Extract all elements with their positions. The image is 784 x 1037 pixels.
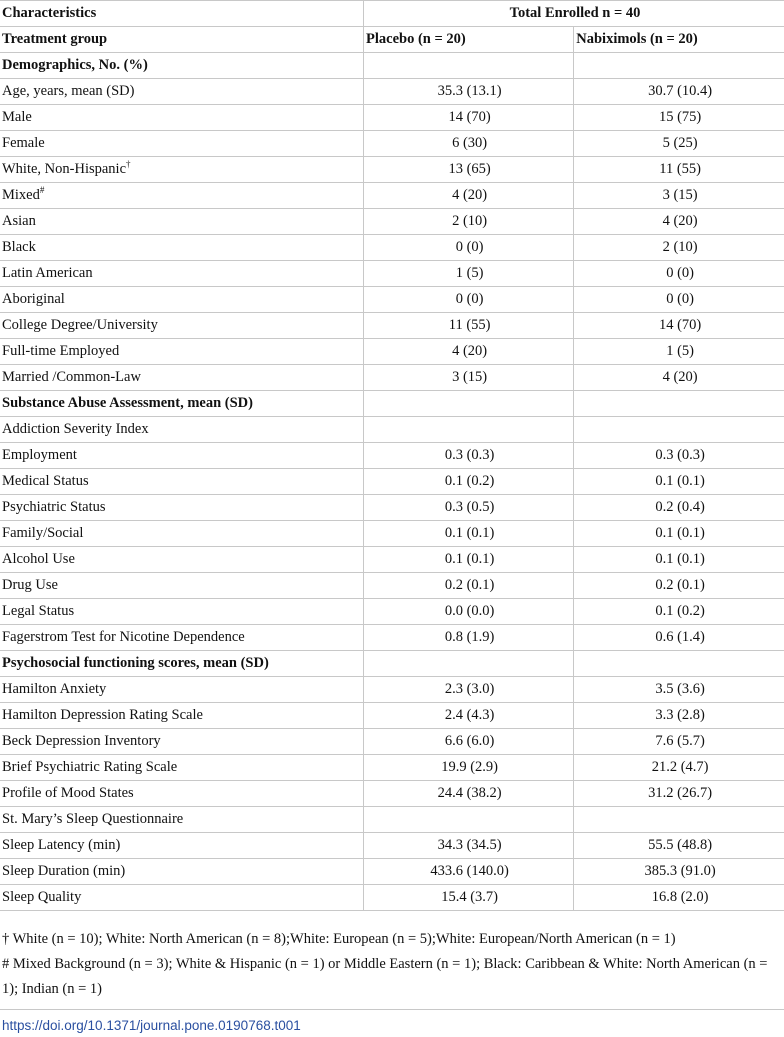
nabiximols-value: 21.2 (4.7) bbox=[574, 755, 784, 781]
placebo-value bbox=[364, 807, 574, 833]
row-label: Hamilton Anxiety bbox=[2, 681, 107, 697]
table-row bbox=[0, 105, 784, 131]
row-label-cell bbox=[0, 339, 364, 365]
row-label: Mixed bbox=[2, 187, 40, 203]
table-footnotes bbox=[0, 911, 784, 1010]
row-label: Medical Status bbox=[2, 473, 89, 489]
row-label-cell bbox=[0, 573, 364, 599]
placebo-value: 35.3 (13.1) bbox=[364, 79, 574, 105]
row-label-cell bbox=[0, 755, 364, 781]
row-label: Psychiatric Status bbox=[2, 499, 106, 515]
nabiximols-value: 385.3 (91.0) bbox=[574, 859, 784, 885]
nabiximols-value: 0.6 (1.4) bbox=[574, 625, 784, 651]
placebo-value: 0.2 (0.1) bbox=[364, 573, 574, 599]
table-row bbox=[0, 807, 784, 833]
nabiximols-value: 11 (55) bbox=[574, 157, 784, 183]
row-label: Male bbox=[2, 109, 32, 125]
table-row bbox=[0, 209, 784, 235]
row-label-cell bbox=[0, 729, 364, 755]
placebo-value: 0.1 (0.1) bbox=[364, 521, 574, 547]
treatment-group-header: Treatment group bbox=[0, 27, 364, 53]
placebo-value: 0.1 (0.1) bbox=[364, 547, 574, 573]
row-label-cell bbox=[0, 157, 364, 183]
placebo-value: 34.3 (34.5) bbox=[364, 833, 574, 859]
row-label-cell bbox=[0, 625, 364, 651]
row-label-cell bbox=[0, 79, 364, 105]
row-label-cell bbox=[0, 313, 364, 339]
placebo-value: 0 (0) bbox=[364, 287, 574, 313]
row-label-cell bbox=[0, 261, 364, 287]
row-label: Female bbox=[2, 135, 45, 151]
row-label-cell bbox=[0, 105, 364, 131]
empty-cell bbox=[574, 651, 784, 677]
table-row bbox=[0, 677, 784, 703]
section-title: Psychosocial functioning scores, mean (SD) bbox=[0, 651, 364, 677]
row-label-cell bbox=[0, 781, 364, 807]
nabiximols-value: 0 (0) bbox=[574, 261, 784, 287]
row-label: Alcohol Use bbox=[2, 551, 75, 567]
table-row bbox=[0, 547, 784, 573]
empty-cell bbox=[364, 391, 574, 417]
nabiximols-value: 4 (20) bbox=[574, 365, 784, 391]
row-label: Family/Social bbox=[2, 525, 84, 541]
characteristics-header: Characteristics bbox=[0, 1, 364, 27]
table-row bbox=[0, 625, 784, 651]
row-label: Full-time Employed bbox=[2, 343, 120, 359]
row-label: Addiction Severity Index bbox=[2, 421, 149, 437]
nabiximols-value: 0.1 (0.1) bbox=[574, 547, 784, 573]
table-row bbox=[0, 781, 784, 807]
row-label: Black bbox=[2, 239, 36, 255]
empty-cell bbox=[574, 391, 784, 417]
row-label-cell bbox=[0, 469, 364, 495]
nabiximols-value bbox=[574, 807, 784, 833]
placebo-value: 0.3 (0.5) bbox=[364, 495, 574, 521]
empty-cell bbox=[364, 651, 574, 677]
table-row bbox=[0, 79, 784, 105]
row-label-cell bbox=[0, 443, 364, 469]
header-row-characteristics bbox=[0, 1, 784, 27]
row-label-cell bbox=[0, 547, 364, 573]
placebo-value: 0.0 (0.0) bbox=[364, 599, 574, 625]
table-row bbox=[0, 469, 784, 495]
placebo-value: 6.6 (6.0) bbox=[364, 729, 574, 755]
footnote-dagger: † White (n = 10); White: North American (n = 8);White: European (n = 5);White: European/North American (n = 1) bbox=[2, 931, 676, 947]
nabiximols-value: 0 (0) bbox=[574, 287, 784, 313]
nabiximols-value: 0.2 (0.1) bbox=[574, 573, 784, 599]
placebo-value: 24.4 (38.2) bbox=[364, 781, 574, 807]
nabiximols-value: 3 (15) bbox=[574, 183, 784, 209]
row-label: Sleep Latency (min) bbox=[2, 837, 121, 853]
footnote-marker: # bbox=[39, 185, 45, 195]
placebo-value: 0.3 (0.3) bbox=[364, 443, 574, 469]
row-label-cell bbox=[0, 209, 364, 235]
section-title: Demographics, No. (%) bbox=[0, 53, 364, 79]
table-row bbox=[0, 573, 784, 599]
section-row bbox=[0, 53, 784, 79]
nabiximols-value: 0.1 (0.1) bbox=[574, 469, 784, 495]
placebo-value: 2 (10) bbox=[364, 209, 574, 235]
placebo-value: 2.3 (3.0) bbox=[364, 677, 574, 703]
empty-cell bbox=[574, 53, 784, 79]
row-label: Fagerstrom Test for Nicotine Dependence bbox=[2, 629, 245, 645]
nabiximols-value: 2 (10) bbox=[574, 235, 784, 261]
row-label: Legal Status bbox=[2, 603, 75, 619]
placebo-value: 11 (55) bbox=[364, 313, 574, 339]
nabiximols-value: 3.5 (3.6) bbox=[574, 677, 784, 703]
row-label-cell bbox=[0, 417, 364, 443]
table-row bbox=[0, 755, 784, 781]
row-label: Aboriginal bbox=[2, 291, 65, 307]
placebo-value: 14 (70) bbox=[364, 105, 574, 131]
placebo-value: 6 (30) bbox=[364, 131, 574, 157]
row-label: Profile of Mood States bbox=[2, 785, 134, 801]
empty-cell bbox=[364, 53, 574, 79]
placebo-column-header: Placebo (n = 20) bbox=[364, 27, 574, 53]
row-label-cell bbox=[0, 235, 364, 261]
total-enrolled-header: Total Enrolled n = 40 bbox=[364, 1, 784, 27]
table-row bbox=[0, 131, 784, 157]
table-row bbox=[0, 495, 784, 521]
placebo-value: 4 (20) bbox=[364, 183, 574, 209]
row-label: White, Non-Hispanic bbox=[2, 161, 127, 177]
nabiximols-value: 7.6 (5.7) bbox=[574, 729, 784, 755]
table-row bbox=[0, 339, 784, 365]
row-label-cell bbox=[0, 495, 364, 521]
placebo-value: 19.9 (2.9) bbox=[364, 755, 574, 781]
row-label-cell bbox=[0, 365, 364, 391]
table-row bbox=[0, 729, 784, 755]
table-row bbox=[0, 833, 784, 859]
row-label-cell bbox=[0, 183, 364, 209]
row-label: Sleep Quality bbox=[2, 889, 82, 905]
placebo-value: 433.6 (140.0) bbox=[364, 859, 574, 885]
nabiximols-value: 16.8 (2.0) bbox=[574, 885, 784, 911]
table-row bbox=[0, 183, 784, 209]
nabiximols-column-header: Nabiximols (n = 20) bbox=[574, 27, 784, 53]
row-label: Latin American bbox=[2, 265, 93, 281]
row-label-cell bbox=[0, 131, 364, 157]
row-label-cell bbox=[0, 885, 364, 911]
row-label: Asian bbox=[2, 213, 36, 229]
table-row bbox=[0, 235, 784, 261]
nabiximols-value: 0.2 (0.4) bbox=[574, 495, 784, 521]
nabiximols-value: 0.1 (0.2) bbox=[574, 599, 784, 625]
table-row bbox=[0, 599, 784, 625]
nabiximols-value: 0.1 (0.1) bbox=[574, 521, 784, 547]
table-row bbox=[0, 885, 784, 911]
table-row bbox=[0, 703, 784, 729]
row-label: Beck Depression Inventory bbox=[2, 733, 161, 749]
placebo-value: 2.4 (4.3) bbox=[364, 703, 574, 729]
row-label: Married /Common-Law bbox=[2, 369, 141, 385]
placebo-value: 15.4 (3.7) bbox=[364, 885, 574, 911]
row-label-cell bbox=[0, 287, 364, 313]
table-row bbox=[0, 157, 784, 183]
table-row bbox=[0, 859, 784, 885]
doi-link[interactable]: https://doi.org/10.1371/journal.pone.0190768.t001 bbox=[2, 1018, 301, 1033]
row-label: College Degree/University bbox=[2, 317, 158, 333]
footnote-marker: † bbox=[126, 159, 131, 169]
row-label: Brief Psychiatric Rating Scale bbox=[2, 759, 178, 775]
table-row bbox=[0, 443, 784, 469]
nabiximols-value: 0.3 (0.3) bbox=[574, 443, 784, 469]
nabiximols-value: 30.7 (10.4) bbox=[574, 79, 784, 105]
table-row bbox=[0, 313, 784, 339]
row-label: Age, years, mean (SD) bbox=[2, 83, 135, 99]
table-row bbox=[0, 261, 784, 287]
nabiximols-value: 5 (25) bbox=[574, 131, 784, 157]
placebo-value bbox=[364, 417, 574, 443]
row-label: St. Mary’s Sleep Questionnaire bbox=[2, 811, 184, 827]
row-label-cell bbox=[0, 521, 364, 547]
header-row-treatment-group bbox=[0, 27, 784, 53]
section-title: Substance Abuse Assessment, mean (SD) bbox=[0, 391, 364, 417]
table-row bbox=[0, 417, 784, 443]
placebo-value: 0.1 (0.2) bbox=[364, 469, 574, 495]
nabiximols-value bbox=[574, 417, 784, 443]
nabiximols-value: 31.2 (26.7) bbox=[574, 781, 784, 807]
row-label-cell bbox=[0, 677, 364, 703]
placebo-value: 3 (15) bbox=[364, 365, 574, 391]
row-label-cell bbox=[0, 859, 364, 885]
nabiximols-value: 15 (75) bbox=[574, 105, 784, 131]
placebo-value: 4 (20) bbox=[364, 339, 574, 365]
table-row bbox=[0, 521, 784, 547]
placebo-value: 1 (5) bbox=[364, 261, 574, 287]
row-label: Drug Use bbox=[2, 577, 58, 593]
placebo-value: 0.8 (1.9) bbox=[364, 625, 574, 651]
footnote-hash: # Mixed Background (n = 3); White & Hispanic (n = 1) or Middle Eastern (n = 1); Black: Caribbean & White: North American (n = 1); Indian (n = 1) bbox=[2, 956, 768, 997]
placebo-value: 13 (65) bbox=[364, 157, 574, 183]
nabiximols-value: 1 (5) bbox=[574, 339, 784, 365]
row-label: Hamilton Depression Rating Scale bbox=[2, 707, 203, 723]
row-label-cell bbox=[0, 599, 364, 625]
section-row bbox=[0, 651, 784, 677]
section-row bbox=[0, 391, 784, 417]
nabiximols-value: 3.3 (2.8) bbox=[574, 703, 784, 729]
row-label-cell bbox=[0, 833, 364, 859]
placebo-value: 0 (0) bbox=[364, 235, 574, 261]
table-row bbox=[0, 287, 784, 313]
row-label: Employment bbox=[2, 447, 77, 463]
nabiximols-value: 55.5 (48.8) bbox=[574, 833, 784, 859]
nabiximols-value: 14 (70) bbox=[574, 313, 784, 339]
table-row bbox=[0, 365, 784, 391]
nabiximols-value: 4 (20) bbox=[574, 209, 784, 235]
row-label-cell bbox=[0, 703, 364, 729]
row-label: Sleep Duration (min) bbox=[2, 863, 126, 879]
row-label-cell bbox=[0, 807, 364, 833]
